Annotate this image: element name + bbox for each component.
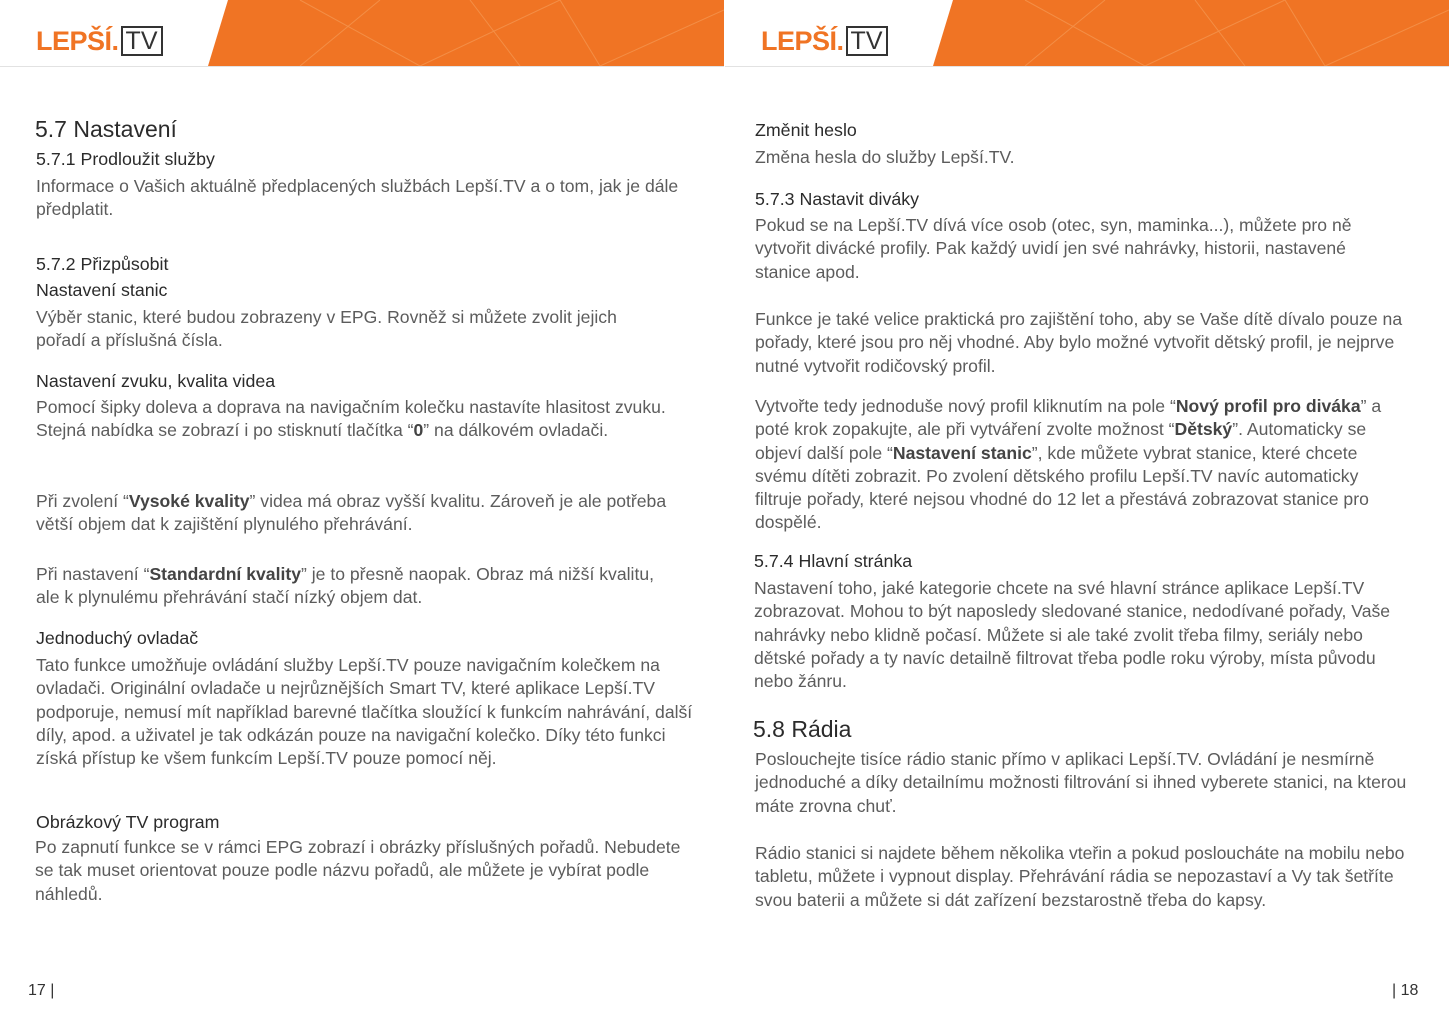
logo-dot: . <box>111 26 119 56</box>
logo-tv-box: TV <box>121 26 163 56</box>
paragraph-573-create <box>755 395 1405 535</box>
paragraph-standardni-kvalita <box>36 563 676 610</box>
heading-zvuk-kvalita: Nastavení zvuku, kvalita videa <box>36 371 276 391</box>
heading-zmenit-heslo: Změnit heslo <box>755 120 857 140</box>
paragraph-standardni-part2: ” je to přesně naopak. Obraz má nižší kvalitu, ale k plynulému přehrávání stačí nízký objem dat. <box>36 564 655 608</box>
page-17 <box>0 0 724 1024</box>
bold-nastaveni-stanic: Nastavení stanic <box>892 442 1032 463</box>
logo-word: LEPŠÍ <box>36 26 112 56</box>
heading-nastaveni-stanic: Nastavení stanic <box>36 280 168 300</box>
paragraph-573-create-part4: ”, kde můžete vybrat stanice, které chcete svému dítěti zobrazit. Po zvolení dětského profilu Lepší.TV navíc automaticky filtruje pořady, které nejsou vhodné do 12 let a přestává zobrazovat stanice pro dospělé. <box>755 442 1369 533</box>
subsection-title-573: 5.7.3 Nastavit diváky <box>755 189 920 209</box>
page-number-18: | 18 <box>1392 982 1419 999</box>
logo-tv-box: TV <box>846 26 888 56</box>
paragraph-573-create-part1: Vytvořte tedy jednoduše nový profil kliknutím na pole “ <box>755 396 1176 416</box>
paragraph-standardni-bold: Standardní kvality <box>149 564 301 584</box>
paragraph-zvuk-part2: ” na dálkovém ovladači. <box>423 420 609 441</box>
section-title-58: 5.8 Rádia <box>753 716 852 742</box>
page-header <box>725 0 1449 67</box>
paragraph-zmenit-heslo: Změna hesla do služby Lepší.TV. <box>755 147 1015 167</box>
paragraph-standardni-part1: Při nastavení “ <box>36 564 150 584</box>
paragraph-574: Nastavení toho, jaké kategorie chcete na své hlavní stránce aplikace Lepší.TV zobrazovat. Mohou to být naposledy sledované stanice, nedodívané pořady, Vaše nahrávky nebo klidně počasí. Můžete si ale také zvolit třeba filmy, seriály nebo dětské pořady a ty navíc detailně filtrovat třeba podle roku výroby, místa původu nebo žánru. <box>754 578 1391 692</box>
paragraph-vysoka-kvalita <box>36 490 676 537</box>
bold-detsky: Dětský <box>1174 419 1233 440</box>
paragraph-zvuk-part1: Pomocí šipky doleva a doprava na navigačním kolečku nastavíte hlasitost zvuku. Stejná nabídka se zobrazí i po stisknutí tlačítka “ <box>36 397 666 441</box>
page-18 <box>725 0 1449 1024</box>
paragraph-573-profiles: Pokud se na Lepší.TV dívá více osob (otec, syn, maminka...), můžete pro ně vytvořit divácké profily. Pak každý uvidí jen své nahrávky, historii, nastavené stanice apod. <box>755 215 1352 282</box>
paragraph-58-mobile: Rádio stanici si najdete během několika vteřin a pokud posloucháte na mobilu nebo tabletu, můžete i vypnout display. Přehrávání rádia se nepozastaví a Vy tak šetříte svou baterii a můžete si dát zařízení bezstarostně třeba do kapsy. <box>755 843 1405 910</box>
paragraph-jednoduchy-ovladac: Tato funkce umožňuje ovládání služby Lepší.TV pouze navigačním kolečkem na ovladači. Originální ovladače u nejrůznějších Smart TV, které aplikace Lepší.TV podporuje, nemusí mít například barevné tlačítka sloužící k funkcím nahrávání, další díly, apod. a uživatel je tak odkázán pouze na navigační kolečko. Díky této funkci získá přístup ke všem funkcím Lepší.TV pouze pomocí něj. <box>36 655 693 769</box>
heading-jednoduchy-ovladac: Jednoduchý ovladač <box>36 628 199 648</box>
paragraph-573-child: Funkce je také velice praktická pro zajištění toho, aby se Vaše dítě dívalo pouze na pořady, které jsou pro něj vhodné. Aby bylo možné vytvořit dětský profil, je nejprve nutné vytvořit rodičovský profil. <box>755 309 1403 376</box>
lepsi-tv-logo <box>761 24 888 58</box>
paragraph-obrazkovy-program: Po zapnutí funkce se v rámci EPG zobrazí i obrázky příslušných pořadů. Nebudete se tak muset orientovat pouze podle názvu pořadů, ale můžete je vybírat podle náhledů. <box>35 837 681 904</box>
paragraph-573-create-part2: ” a poté krok zopakujte, ale při vytváření zvolte možnost “ <box>755 396 1382 440</box>
page-header <box>0 0 724 67</box>
bold-novy-profil: Nový profil pro diváka <box>1175 396 1361 416</box>
paragraph-zvuk <box>36 396 676 443</box>
heading-obrazkovy-program: Obrázkový TV program <box>36 812 220 832</box>
paragraph-zvuk-key: 0 <box>413 420 424 441</box>
paragraph-nastaveni-stanic: Výběr stanic, které budou zobrazeny v EPG. Rovněž si můžete zvolit jejich pořadí a příslušná čísla. <box>36 307 617 351</box>
subsection-title-572: 5.7.2 Přizpůsobit <box>36 254 169 274</box>
paragraph-vysoka-part1: Při zvolení “ <box>36 491 129 511</box>
lepsi-tv-logo <box>36 24 163 58</box>
subsection-title-574: 5.7.4 Hlavní stránka <box>754 551 913 571</box>
section-title-57: 5.7 Nastavení <box>35 116 177 142</box>
logo-word: LEPŠÍ <box>761 26 837 56</box>
paragraph-58-intro: Poslouchejte tisíce rádio stanic přímo v aplikaci Lepší.TV. Ovládání je nesmírně jednoduché a díky detailnímu možnosti filtrování si ihned vyberete stanici, na kterou máte zrovna chuť. <box>755 749 1407 816</box>
paragraph-vysoka-part2: ” videa má obraz vyšší kvalitu. Zároveň je ale potřeba větší objem dat k zajištění plynulého přehrávání. <box>36 491 667 535</box>
paragraph-571: Informace o Vašich aktuálně předplacených službách Lepší.TV a o tom, jak je dále předplatit. <box>36 176 679 220</box>
paragraph-573-create-part3: ”. Automaticky se objeví další pole “ <box>755 419 1367 463</box>
subsection-title-571: 5.7.1 Prodloužit služby <box>36 149 215 169</box>
logo-dot: . <box>836 26 844 56</box>
page-number-17: 17 | <box>28 982 55 999</box>
paragraph-vysoka-bold: Vysoké kvality <box>128 491 250 511</box>
